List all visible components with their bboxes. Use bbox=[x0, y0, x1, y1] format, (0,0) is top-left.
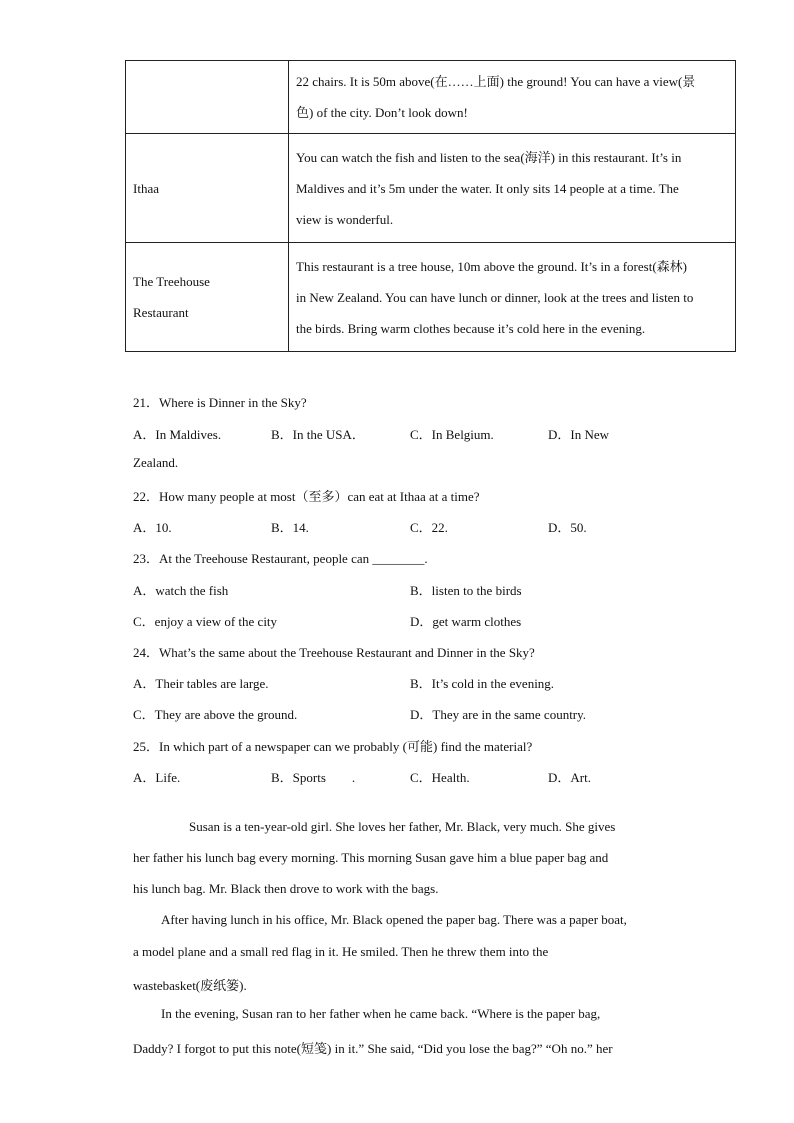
option-21-a: A．In Maldives. bbox=[133, 427, 222, 442]
option-23-c: C．enjoy a view of the city bbox=[133, 614, 278, 629]
passage-line: After having lunch in his office, Mr. Black opened the paper bag. There was a paper boat, bbox=[161, 912, 627, 927]
option-21-c: C．In Belgium. bbox=[410, 427, 494, 442]
option-25-c: C．Health. bbox=[410, 770, 470, 785]
restaurant-name-cell bbox=[126, 61, 289, 134]
option-21-d: D．In New bbox=[548, 427, 610, 442]
question-25-stem: 25．In which part of a newspaper can we probably (可能) find the material? bbox=[133, 739, 533, 754]
option-21-wrap: Zealand. bbox=[133, 455, 179, 470]
option-22-d: D．50. bbox=[548, 520, 587, 535]
option-24-a: A．Their tables are large. bbox=[133, 676, 269, 691]
desc-line: You can watch the fish and listen to the sea(海洋) in this restaurant. It’s in bbox=[296, 149, 682, 165]
question-23-stem: 23．At the Treehouse Restaurant, people can ________. bbox=[133, 551, 428, 566]
name-line: Restaurant bbox=[133, 305, 189, 320]
option-23-b: B．listen to the birds bbox=[410, 583, 522, 598]
passage-line: wastebasket(废纸篓). bbox=[133, 978, 247, 993]
name-line: The Treehouse bbox=[133, 274, 210, 289]
desc-line: in New Zealand. You can have lunch or dinner, look at the trees and listen to bbox=[296, 289, 694, 305]
option-21-b: B．In the USA． bbox=[271, 427, 365, 442]
passage-line: Susan is a ten-year-old girl. She loves her father, Mr. Black, very much. She gives bbox=[189, 819, 616, 834]
table-row bbox=[126, 243, 736, 352]
restaurant-desc-cell bbox=[289, 243, 736, 352]
question-24-stem: 24．What’s the same about the Treehouse Restaurant and Dinner in the Sky? bbox=[133, 645, 535, 660]
table-row bbox=[126, 134, 736, 243]
option-25-d: D．Art. bbox=[548, 770, 591, 785]
option-22-b: B．14. bbox=[271, 520, 309, 535]
option-23-d: D．get warm clothes bbox=[410, 614, 522, 629]
question-22-stem: 22．How many people at most（至多）can eat at Ithaa at a time? bbox=[133, 489, 480, 504]
desc-line: view is wonderful. bbox=[296, 211, 394, 227]
desc-line: 22 chairs. It is 50m above(在……上面) the ground! You can have a view(景 bbox=[296, 74, 696, 89]
desc-line: the birds. Bring warm clothes because it’s cold here in the evening. bbox=[296, 320, 646, 336]
passage-line: In the evening, Susan ran to her father when he came back. “Where is the paper bag, bbox=[161, 1006, 601, 1021]
restaurant-desc-cell bbox=[289, 134, 736, 243]
option-25-a: A．Life. bbox=[133, 770, 181, 785]
passage-line: her father his lunch bag every morning. This morning Susan gave him a blue paper bag and bbox=[133, 850, 609, 865]
desc-line: 色) of the city. Don’t look down! bbox=[296, 105, 468, 120]
passage-line: a model plane and a small red flag in it. He smiled. Then he threw them into the bbox=[133, 944, 549, 959]
option-22-c: C．22. bbox=[410, 520, 448, 535]
option-24-d: D．They are in the same country. bbox=[410, 707, 587, 722]
option-24-b: B．It’s cold in the evening. bbox=[410, 676, 555, 691]
option-25-b: B．Sports . bbox=[271, 770, 356, 785]
option-23-a: A．watch the fish bbox=[133, 583, 229, 598]
question-21-stem: 21．Where is Dinner in the Sky? bbox=[133, 395, 307, 410]
restaurant-name-cell: Ithaa bbox=[126, 134, 289, 243]
restaurant-desc-cell bbox=[289, 61, 736, 134]
passage-line: his lunch bag. Mr. Black then drove to work with the bags. bbox=[133, 881, 439, 896]
restaurant-name-cell bbox=[126, 243, 289, 352]
option-24-c: C．They are above the ground. bbox=[133, 707, 298, 722]
desc-line: This restaurant is a tree house, 10m above the ground. It’s in a forest(森林) bbox=[296, 258, 687, 274]
restaurant-table bbox=[125, 60, 736, 352]
passage-line: Daddy? I forgot to put this note(短笺) in it.” She said, “Did you lose the bag?” “Oh no.” her bbox=[133, 1041, 613, 1056]
table-row bbox=[126, 61, 736, 134]
desc-line: Maldives and it’s 5m under the water. It only sits 14 people at a time. The bbox=[296, 180, 679, 196]
option-22-a: A．10. bbox=[133, 520, 172, 535]
